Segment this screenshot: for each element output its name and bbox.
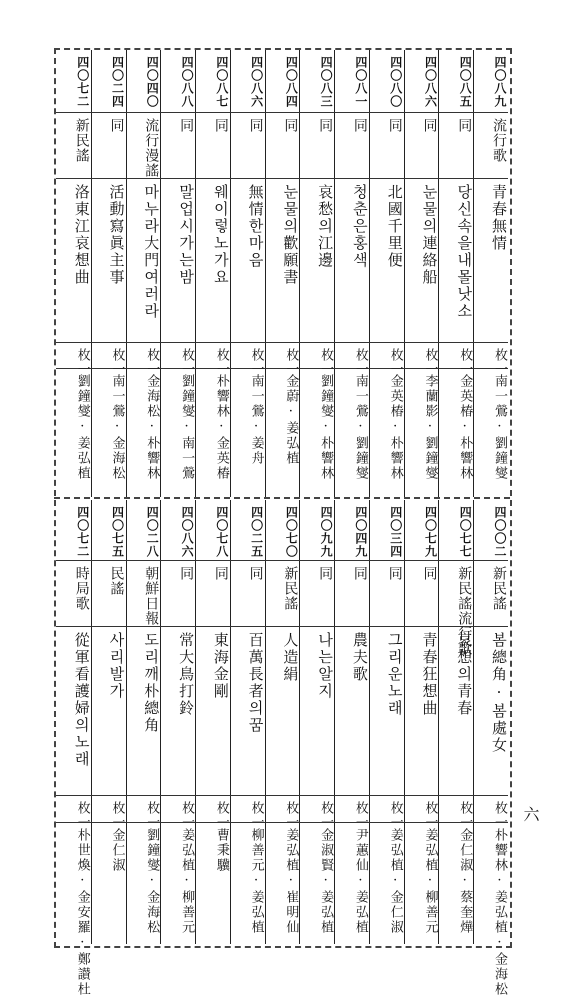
entry-authors: 南一鶯·劉鐘燮 (491, 374, 507, 481)
entry-category: 同 (317, 566, 334, 581)
entry-quantity: 枚一 (248, 348, 264, 376)
entry-category: 時局歌 (73, 566, 90, 611)
entry-category: 同 (386, 566, 403, 581)
entry-category: 流行漫謠 (143, 118, 160, 178)
entry-category: 流行歌 (490, 118, 507, 163)
entry-number: 四〇八九 (492, 56, 507, 108)
entry-quantity: 枚一 (318, 801, 334, 829)
entry-number: 四〇八八 (180, 56, 195, 108)
entry-authors: 姜弘植·金仁淑 (387, 828, 403, 935)
entry-quantity: 枚一 (144, 801, 160, 829)
entry-quantity: 枚一 (457, 801, 473, 829)
entry-category: 新民謠 (282, 566, 299, 611)
column-rule (473, 50, 474, 497)
entry-title: 哀想의青春 (455, 632, 474, 717)
entry-number: 四〇八六 (180, 506, 195, 558)
entry-category: 同 (212, 118, 229, 133)
entry-number: 四〇二四 (110, 56, 125, 108)
band-rule (56, 178, 508, 179)
entry-authors: 劉鐘燮·南一鶯 (179, 374, 195, 481)
band-rule (56, 626, 508, 627)
band-rule (56, 112, 508, 113)
entry-title: 도리깨朴總角 (142, 632, 161, 734)
entry-authors: 朴世煥·金安羅·鄭讃杜 (74, 828, 90, 997)
entry-title: 活動寫眞主事 (107, 184, 126, 286)
entry-authors: 柳善元·姜弘植 (248, 828, 264, 935)
block-divider (54, 497, 510, 499)
entry-number: 四〇八六 (249, 56, 264, 108)
entry-title: 나는알지 (316, 632, 335, 700)
entry-title: 農夫歌 (350, 632, 369, 683)
entry-quantity: 枚一 (283, 348, 299, 376)
entry-quantity: 枚一 (179, 348, 195, 376)
entry-title: 웨이렇노가요 (211, 184, 230, 286)
entry-category: 同 (247, 118, 264, 133)
entry-quantity: 枚一 (144, 348, 160, 376)
entry-authors: 尹蕙仙·姜弘植 (352, 828, 368, 935)
entry-title: 눈물의歡願書 (281, 184, 300, 286)
entry-quantity: 枚一 (352, 801, 368, 829)
entry-number: 四〇八〇 (388, 56, 403, 108)
entry-number: 四〇二五 (249, 506, 264, 558)
entry-authors: 南一鶯·劉鐘燮 (352, 374, 368, 481)
entry-authors: 劉鐘燮·姜弘植 (74, 374, 90, 481)
entry-title: 常大鳥打鈴 (177, 632, 196, 717)
entry-title: 당신속을내몰낫소 (455, 184, 474, 320)
entry-number: 四〇三四 (388, 506, 403, 558)
entry-authors: 李蘭影·劉鐘燮 (422, 374, 438, 481)
entry-authors: 姜弘植·崔明仙 (283, 828, 299, 935)
entry-category: 同 (108, 118, 125, 133)
entry-number: 四〇七〇 (284, 506, 299, 558)
column-rule (334, 50, 335, 497)
entry-authors: 金海松·朴響林 (144, 374, 160, 481)
entry-authors: 南一鶯·姜舟 (248, 374, 264, 466)
entry-quantity: 枚一 (491, 348, 507, 376)
entry-quantity: 枚一 (179, 801, 195, 829)
entry-title: 從軍看護婦의노래 (72, 632, 91, 768)
entry-title: 無情한마음 (246, 184, 265, 269)
entry-title: 青春無情 (489, 184, 508, 252)
entry-category: 同 (421, 118, 438, 133)
page-number: 六 (521, 806, 540, 822)
entry-category: 同 (317, 118, 334, 133)
entry-quantity: 枚一 (74, 801, 90, 829)
entry-category: 同 (421, 566, 438, 581)
column-rule (299, 50, 300, 497)
entry-quantity: 枚一 (74, 348, 90, 376)
column-rule (91, 500, 92, 944)
entry-authors: 曹秉驥 (213, 828, 229, 873)
entry-title: 哀愁의江邊 (316, 184, 335, 269)
entry-number: 四〇九九 (319, 506, 334, 558)
entry-quantity: 枚一 (422, 801, 438, 829)
entry-quantity: 枚一 (387, 348, 403, 376)
entry-category: 同 (351, 566, 368, 581)
band-rule (56, 560, 508, 561)
entry-title: 눈물의連絡船 (420, 184, 439, 286)
entry-quantity: 枚一 (109, 801, 125, 829)
entry-title: 百萬長者의꿈 (246, 632, 265, 734)
entry-quantity: 枚一 (248, 801, 264, 829)
entry-quantity: 枚一 (213, 348, 229, 376)
entry-category: 新民謠 (73, 118, 90, 163)
column-rule (160, 50, 161, 497)
entry-title: 봄總角·봄處女 (489, 632, 508, 754)
entry-number: 四〇八四 (284, 56, 299, 108)
column-rule (299, 500, 300, 944)
entry-quantity: 枚一 (352, 348, 368, 376)
band-rule (56, 795, 508, 796)
entry-category: 新民謠 (490, 566, 507, 611)
entry-quantity: 枚一 (283, 801, 299, 829)
column-rule (438, 50, 439, 497)
entry-authors: 姜弘植·柳善元 (179, 828, 195, 935)
entry-authors: 金英椿·朴響林 (457, 374, 473, 481)
column-rule (369, 50, 370, 497)
entry-quantity: 枚一 (387, 801, 403, 829)
entry-title: 말업시가는밤 (177, 184, 196, 286)
entry-quantity: 枚一 (422, 348, 438, 376)
entry-number: 四〇七八 (214, 506, 229, 558)
entry-authors: 姜弘植·柳善元 (422, 828, 438, 935)
entry-title: 청춘은홍색 (350, 184, 369, 269)
column-rule (265, 50, 266, 497)
entry-category: 朝鮮日報 (143, 566, 160, 626)
entry-title: 그리운노래 (385, 632, 404, 717)
entry-title: 洛東江哀想曲 (72, 184, 91, 286)
entry-number: 四〇八六 (423, 56, 438, 108)
entry-number: 四〇二八 (145, 506, 160, 558)
column-rule (334, 500, 335, 944)
entry-category: 同 (456, 118, 473, 133)
entry-category: 同 (282, 118, 299, 133)
entry-number: 四〇七二 (75, 506, 90, 558)
column-rule (126, 50, 127, 497)
entry-authors: 金仁淑·蔡奎燁 (457, 828, 473, 935)
entry-number: 四〇八一 (353, 56, 368, 108)
entry-title: 北國千里便 (385, 184, 404, 269)
entry-category: 民謠 (108, 566, 125, 596)
entry-authors: 劉鐘燮·金海松 (144, 828, 160, 935)
entry-category: 同 (247, 566, 264, 581)
column-rule (91, 50, 92, 497)
band-rule (56, 342, 508, 343)
column-rule (404, 500, 405, 944)
entry-number: 四〇七九 (423, 506, 438, 558)
entry-title: 마누라大門여러라 (142, 184, 161, 320)
entry-category: 同 (386, 118, 403, 133)
entry-quantity: 枚一 (491, 801, 507, 829)
column-rule (160, 500, 161, 944)
column-rule (404, 50, 405, 497)
entry-number: 四〇七七 (458, 506, 473, 558)
entry-authors: 金仁淑 (109, 828, 125, 873)
entry-category: 同 (178, 566, 195, 581)
entry-quantity: 枚一 (213, 801, 229, 829)
entry-authors: 南一鶯·金海松 (109, 374, 125, 481)
entry-category: 新民謠流行歌 (456, 566, 473, 656)
column-rule (195, 50, 196, 497)
entry-authors: 金英椿·朴響林 (387, 374, 403, 481)
entry-quantity: 枚一 (109, 348, 125, 376)
column-rule (230, 500, 231, 944)
entry-quantity: 枚一 (457, 348, 473, 376)
column-rule (230, 50, 231, 497)
entry-number: 四〇八七 (214, 56, 229, 108)
entry-number: 四〇〇二 (492, 506, 507, 558)
entry-number: 四〇七二 (75, 56, 90, 108)
entry-title: 東海金剛 (211, 632, 230, 700)
entry-authors: 劉鐘燮·朴響林 (318, 374, 334, 481)
column-rule (265, 500, 266, 944)
entry-authors: 金蔚·姜弘植 (283, 374, 299, 466)
entry-quantity: 枚一 (318, 348, 334, 376)
entry-authors: 朴響林·姜弘植·金海松 (491, 828, 507, 997)
column-rule (473, 500, 474, 944)
entry-category: 同 (351, 118, 368, 133)
entry-authors: 朴響林·金英椿 (213, 374, 229, 481)
entry-number: 四〇八五 (458, 56, 473, 108)
column-rule (195, 500, 196, 944)
column-rule (438, 500, 439, 944)
entry-category: 同 (178, 118, 195, 133)
entry-number: 四〇八三 (319, 56, 334, 108)
entry-number: 四〇七五 (110, 506, 125, 558)
entry-number: 四〇四九 (353, 506, 368, 558)
entry-title: 사리발가 (107, 632, 126, 700)
column-rule (126, 500, 127, 944)
entry-number: 四〇四〇 (145, 56, 160, 108)
entry-authors: 金淑賢·姜弘植 (318, 828, 334, 935)
entry-category: 同 (212, 566, 229, 581)
entry-title: 人造絹 (281, 632, 300, 683)
column-rule (369, 500, 370, 944)
entry-title: 青春狂想曲 (420, 632, 439, 717)
